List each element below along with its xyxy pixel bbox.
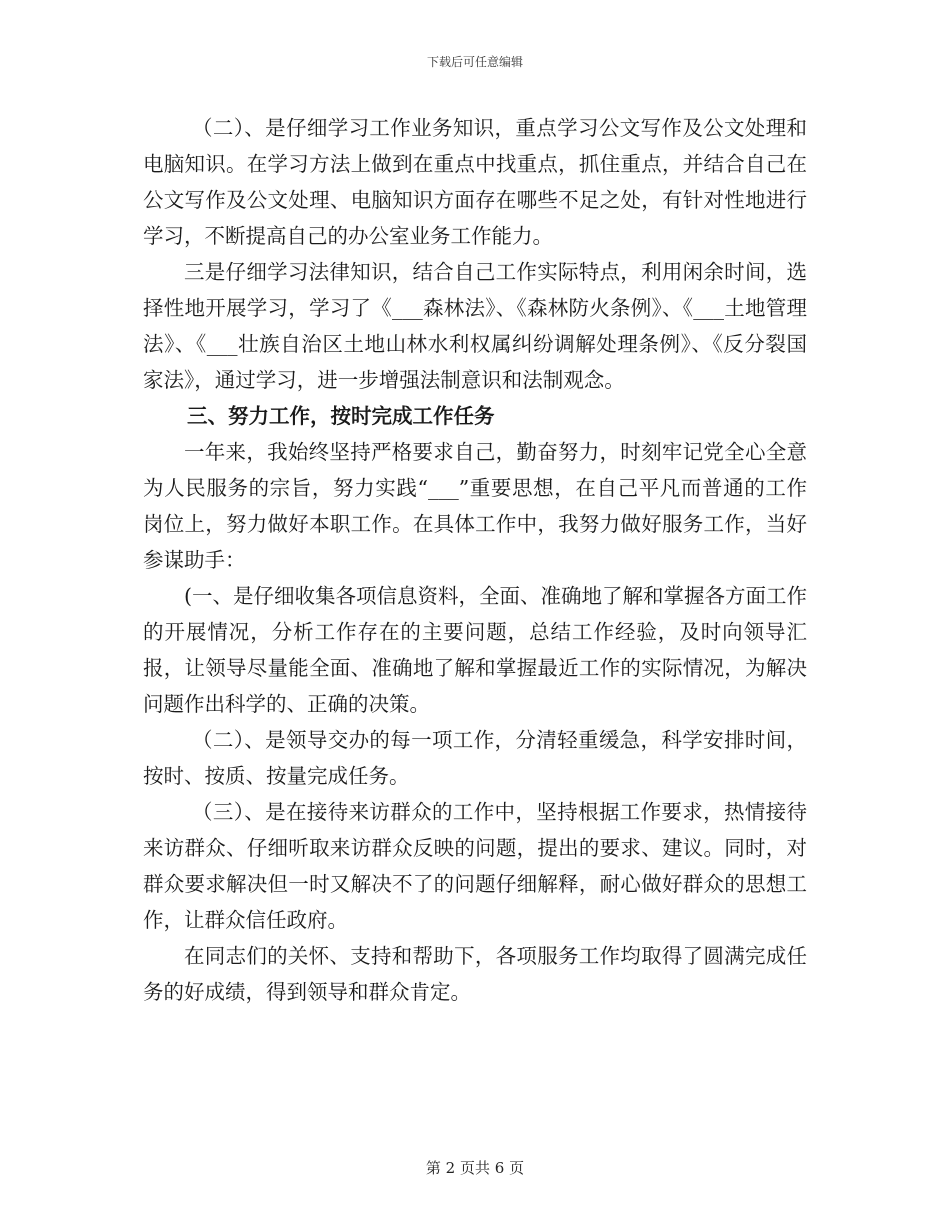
paragraph-leader-tasks: （二）、是领导交办的每一项工作，分清轻重缓急，科学安排时间，按时、按质、按量完成任务。 <box>143 728 807 788</box>
document-body <box>143 110 807 1010</box>
paragraph-conclusion: 在同志们的关怀、支持和帮助下，各项服务工作均取得了圆满完成任务的好成绩，得到领导和群众肯定。 <box>143 944 807 1004</box>
section-heading: 三、努力工作，按时完成工作任务 <box>187 404 495 428</box>
page-header: 下载后可任意编辑 <box>426 55 523 69</box>
paragraph-collect-info: (一、是仔细收集各项信息资料，全面、准确地了解和掌握各方面工作的开展情况，分析工作存在的主要问题，总结工作经验，及时向领导汇报，让领导尽量能全面、准确地了解和掌握最近工作的实际情况，为解决问题作出科学的、正确的决策。 <box>143 584 807 716</box>
paragraph-study-business: （二）、是仔细学习工作业务知识，重点学习公文写作及公文处理和电脑知识。在学习方法上做到在重点中找重点，抓住重点，并结合自己在公文写作及公文处理、电脑知识方面存在哪些不足之处，有针对性地进行学习，不断提高自己的办公室业务工作能力。 <box>143 116 807 248</box>
page-number: 第 2 页共 6 页 <box>425 1159 525 1177</box>
paragraph-study-law: 三是仔细学习法律知识，结合自己工作实际特点，利用闲余时间，选择性地开展学习，学习了《___森林法》、《森林防火条例》、《___土地管理法》、《___壮族自治区土地山林水利权属纠纷调解处理条例》、《反分裂国家法》，通过学习，进一步增强法制意识和法制观念。 <box>143 260 807 392</box>
paragraph-year-summary: 一年来，我始终坚持严格要求自己，勤奋努力，时刻牢记党全心全意为人民服务的宗旨，努力实践“___”重要思想，在自己平凡而普通的工作岗位上，努力做好本职工作。在具体工作中，我努力做好服务工作，当好参谋助手： <box>143 440 807 572</box>
paragraph-receive-visitors: （三）、是在接待来访群众的工作中，坚持根据工作要求，热情接待来访群众、仔细听取来访群众反映的问题，提出的要求、建议。同时，对群众要求解决但一时又解决不了的问题仔细解释，耐心做好群众的思想工作，让群众信任政府。 <box>143 800 807 932</box>
